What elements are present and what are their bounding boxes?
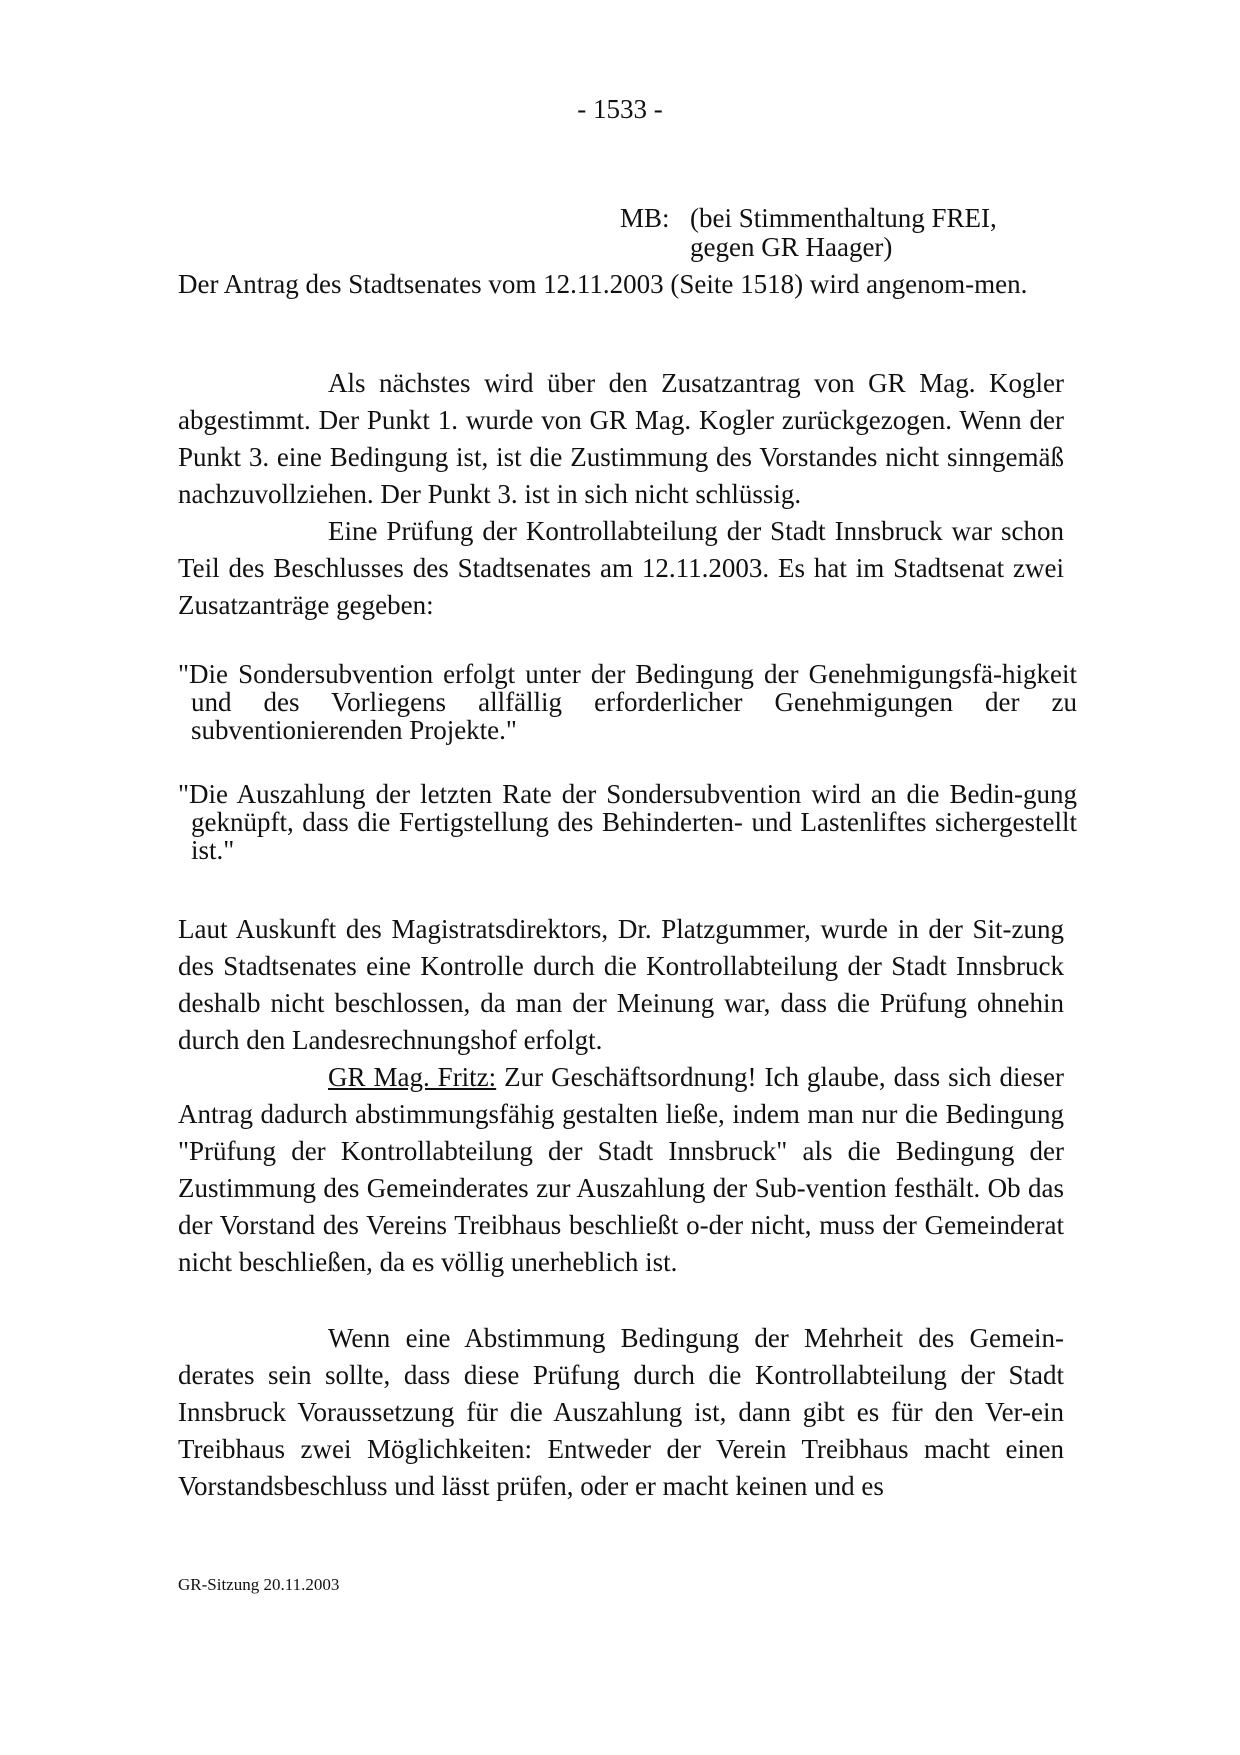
speaker-statement: Zur Geschäftsordnung! Ich glaube, dass sich dieser Antrag dadurch abstimmungsfähig gestalten ließe, indem man nur die Bedingung "Prüfung der Kontrollabteilung der Stadt Innsbruck" als die Bedingung der Zustimmung des Gemeinderates zur Auszahlung der Sub-vention festhält. Ob das der Vorstand des Vereins Treibhaus beschließt o-der nicht, muss der Gemeinderat nicht beschließen, da es völlig unerheblich ist. bbox=[178, 1062, 1064, 1277]
paragraph-vote-condition: Wenn eine Abstimmung Bedingung der Mehrheit des Gemein-derates sein sollte, dass diese Prüfung durch die Kontrollabteilung der Stadt Innsbruck Voraussetzung für die Auszahlung ist, dann gibt es für den Ver-ein Treibhaus zwei Möglichkeiten: Entweder der Verein Treibhaus macht einen Vorstandsbeschluss und lässt prüfen, oder er macht keinen und es bbox=[178, 1323, 1064, 1501]
footer-session-date: GR-Sitzung 20.11.2003 bbox=[178, 1575, 340, 1594]
quote-additional-motion-2: "Die Auszahlung der letzten Rate der Sondersubvention wird an die Bedin-gung geknüpft, dass die Fertigstellung des Behinderten- und Lastenliftes sichergestellt ist." bbox=[178, 779, 1077, 865]
vote-result-label: MB: bbox=[620, 203, 670, 233]
vote-result-note bbox=[620, 204, 997, 262]
vote-result-line-1: (bei Stimmenthaltung FREI, bbox=[690, 203, 997, 233]
paragraph-additional-motion-vote: Als nächstes wird über den Zusatzantrag von GR Mag. Kogler abgestimmt. Der Punkt 1. wurde von GR Mag. Kogler zurückgezogen. Wenn der Punkt 3. eine Bedingung ist, ist die Zustimmung des Vorstandes nicht sinngemäß nachzuvollziehen. Der Punkt 3. ist in sich nicht schlüssig. bbox=[178, 368, 1064, 509]
speaker-name: GR Mag. Fritz: bbox=[328, 1062, 497, 1092]
page-number: - 1533 - bbox=[577, 94, 663, 124]
paragraph-magistrate-director-info: Laut Auskunft des Magistratsdirektors, Dr. Platzgummer, wurde in der Sit-zung des Stadtsenates eine Kontrolle durch die Kontrollabteilung der Stadt Innsbruck deshalb nicht beschlossen, da man der Meinung war, dass die Prüfung ohnehin durch den Landesrechnungshof erfolgt. bbox=[178, 914, 1064, 1055]
vote-result-details bbox=[690, 204, 997, 262]
paragraph-motion-accepted: Der Antrag des Stadtsenates vom 12.11.2003 (Seite 1518) wird angenom-men. bbox=[178, 269, 1028, 299]
paragraph-audit-previous-decision: Eine Prüfung der Kontrollabteilung der Stadt Innsbruck war schon Teil des Beschlusses des Stadtsenates am 12.11.2003. Es hat im Stadtsenat zwei Zusatzanträge gegeben: bbox=[178, 516, 1064, 620]
vote-result-line-2: gegen GR Haager) bbox=[690, 232, 893, 262]
paragraph-speaker-fritz bbox=[178, 1059, 1064, 1281]
quote-additional-motion-1: "Die Sondersubvention erfolgt unter der Bedingung der Genehmigungsfä-higkeit und des Vorliegens allfällig erforderlicher Genehmigungen der zu subventionierenden Projekte." bbox=[178, 659, 1077, 745]
